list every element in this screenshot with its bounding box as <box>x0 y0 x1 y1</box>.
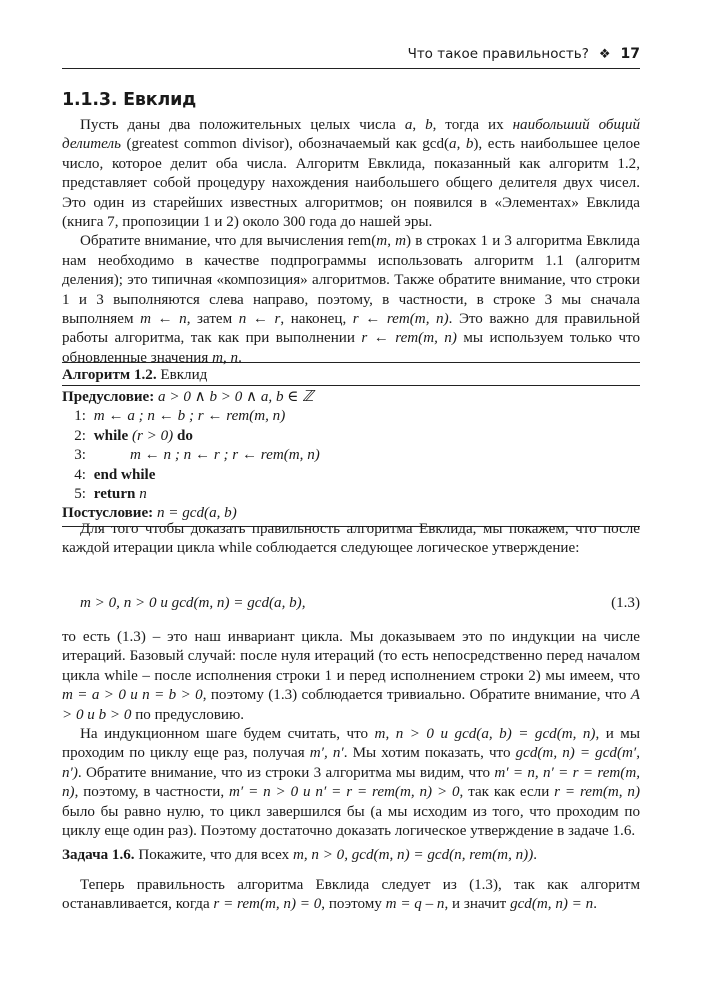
algorithm-line-5: 5: return n <box>74 485 147 502</box>
running-head-title: Что такое правильность? <box>407 46 589 62</box>
term-gcd: наибольший общий делитель <box>62 117 640 153</box>
paragraph-conclusion: Теперь правильность алгоритма Евклида следует из (1.3), так как алгоритм останавливается, когда r = rem(m, n) = 0, поэтому m = q – n, и значит gcd(m, n) = n. <box>62 877 640 913</box>
body-block-3 <box>62 628 640 841</box>
algorithm-precondition: Предусловие: a > 0 ∧ b > 0 ∧ a, b ∈ ℤ <box>62 389 314 405</box>
paragraph-induction-step: На индукционном шаге будем считать, что m, n > 0 и gcd(a, b) = gcd(m, n), и мы проходим по циклу еще раз, получая m′, n′. Мы хотим показать, что gcd(m, n) = gcd(m′, n′). Обратите внимание, что из строки 3 алгоритма мы видим, что m′ = n, n′ = r = rem(m, n), поэтому, в частности, m′ = n > 0 и n′ = r = rem(m, n) > 0, так как если r = rem(m, n) было бы равно нулю, то цикл завершился бы (а мы исходим из того, что проходим по циклу еще один раз). Поэтому достаточно доказать логическое утверждение в задаче 1.6. <box>62 726 641 840</box>
paragraph-base-case: то есть (1.3) – это наш инвариант цикла. Мы доказываем это по индукции на числе итераций. Базовый случай: после нуля итераций (то есть непосредственно перед началом цикла while – после исполнения строки 1 и перед исполнением строки 2) мы имеем, что m = a > 0 и n = b > 0, поэтому (1.3) соблюдается тривиально. Обратите внимание, что A > 0 и b > 0 по предусловию. <box>62 629 640 723</box>
algorithm-line-4: 4: end while <box>74 466 156 483</box>
algorithm-lines <box>62 386 640 526</box>
equation-tag: (1.3) <box>611 595 640 611</box>
problem-block <box>62 846 640 865</box>
equation-expression: m > 0, n > 0 и gcd(m, n) = gcd(a, b), <box>80 595 306 611</box>
paragraph-gcd-definition: Пусть даны два положительных целых числа a, b, тогда их наибольший общий делитель (greatest common divisor), обозначаемый как gcd(a, b), есть наибольшее целое число, которое делит оба числа. Алгоритм Евклида, показанный как алгоритм 1.2, представляет собой процедуру нахождения наибольшего общего делителя двух чисел. Это один из старейших известных алгоритмов; он появился в «Элементах» Евклида (книга 7, пропозиции 1 и 2) около 300 года до нашей эры. <box>62 117 640 231</box>
problem-1-6: Задача 1.6. Покажите, что для всех m, n > 0, gcd(m, n) = gcd(n, rem(m, n)). <box>62 847 538 863</box>
algorithm-box <box>62 362 640 527</box>
problem-label: Задача 1.6. <box>62 847 135 863</box>
ornament-icon: ❖ <box>598 46 611 62</box>
body-block-5 <box>62 876 640 915</box>
algorithm-line-1: 1: m ← a ; n ← b ; r ← rem(m, n) <box>74 408 286 425</box>
body-block-1 <box>62 116 640 368</box>
header-rule <box>62 68 640 69</box>
running-head <box>408 46 640 62</box>
page-number: 17 <box>620 46 640 62</box>
algorithm-line-3: 3: m ← n ; n ← r ; r ← rem(m, n) <box>74 447 320 464</box>
algorithm-postcondition: Постусловие: n = gcd(a, b) <box>62 505 237 522</box>
section-heading: 1.1.3. Евклид <box>62 90 197 110</box>
algorithm-line-2: 2: while (r > 0) do <box>74 427 193 444</box>
algorithm-caption: Алгоритм 1.2. Евклид <box>62 367 208 383</box>
paragraph-invariant-intro: Для того чтобы доказать правильность алгоритма Евклида, мы покажем, что после каждой итерации цикла while соблюдается следующее логическое утверждение: <box>62 521 640 557</box>
paragraph-composition: Обратите внимание, что для вычисления rem(m, m) в строках 1 и 3 алгоритма Евклида нам необходимо в качестве подпрограммы использовать алгоритм 1.1 (алгоритм деления); это типичная «композиция» алгоритмов. Также обратите внимание, что строки 1 и 3 выполняются слева направо, поэтому, в частности, в строке 3 мы сначала выполняем m ← n, затем n ← r, наконец, r ← rem(m, n). Это важно для правильной работы алгоритма, так как при выполнении r ← rem(m, n) мы используем только что обновленные значения m, n. <box>62 233 640 366</box>
body-block-2 <box>62 520 640 559</box>
